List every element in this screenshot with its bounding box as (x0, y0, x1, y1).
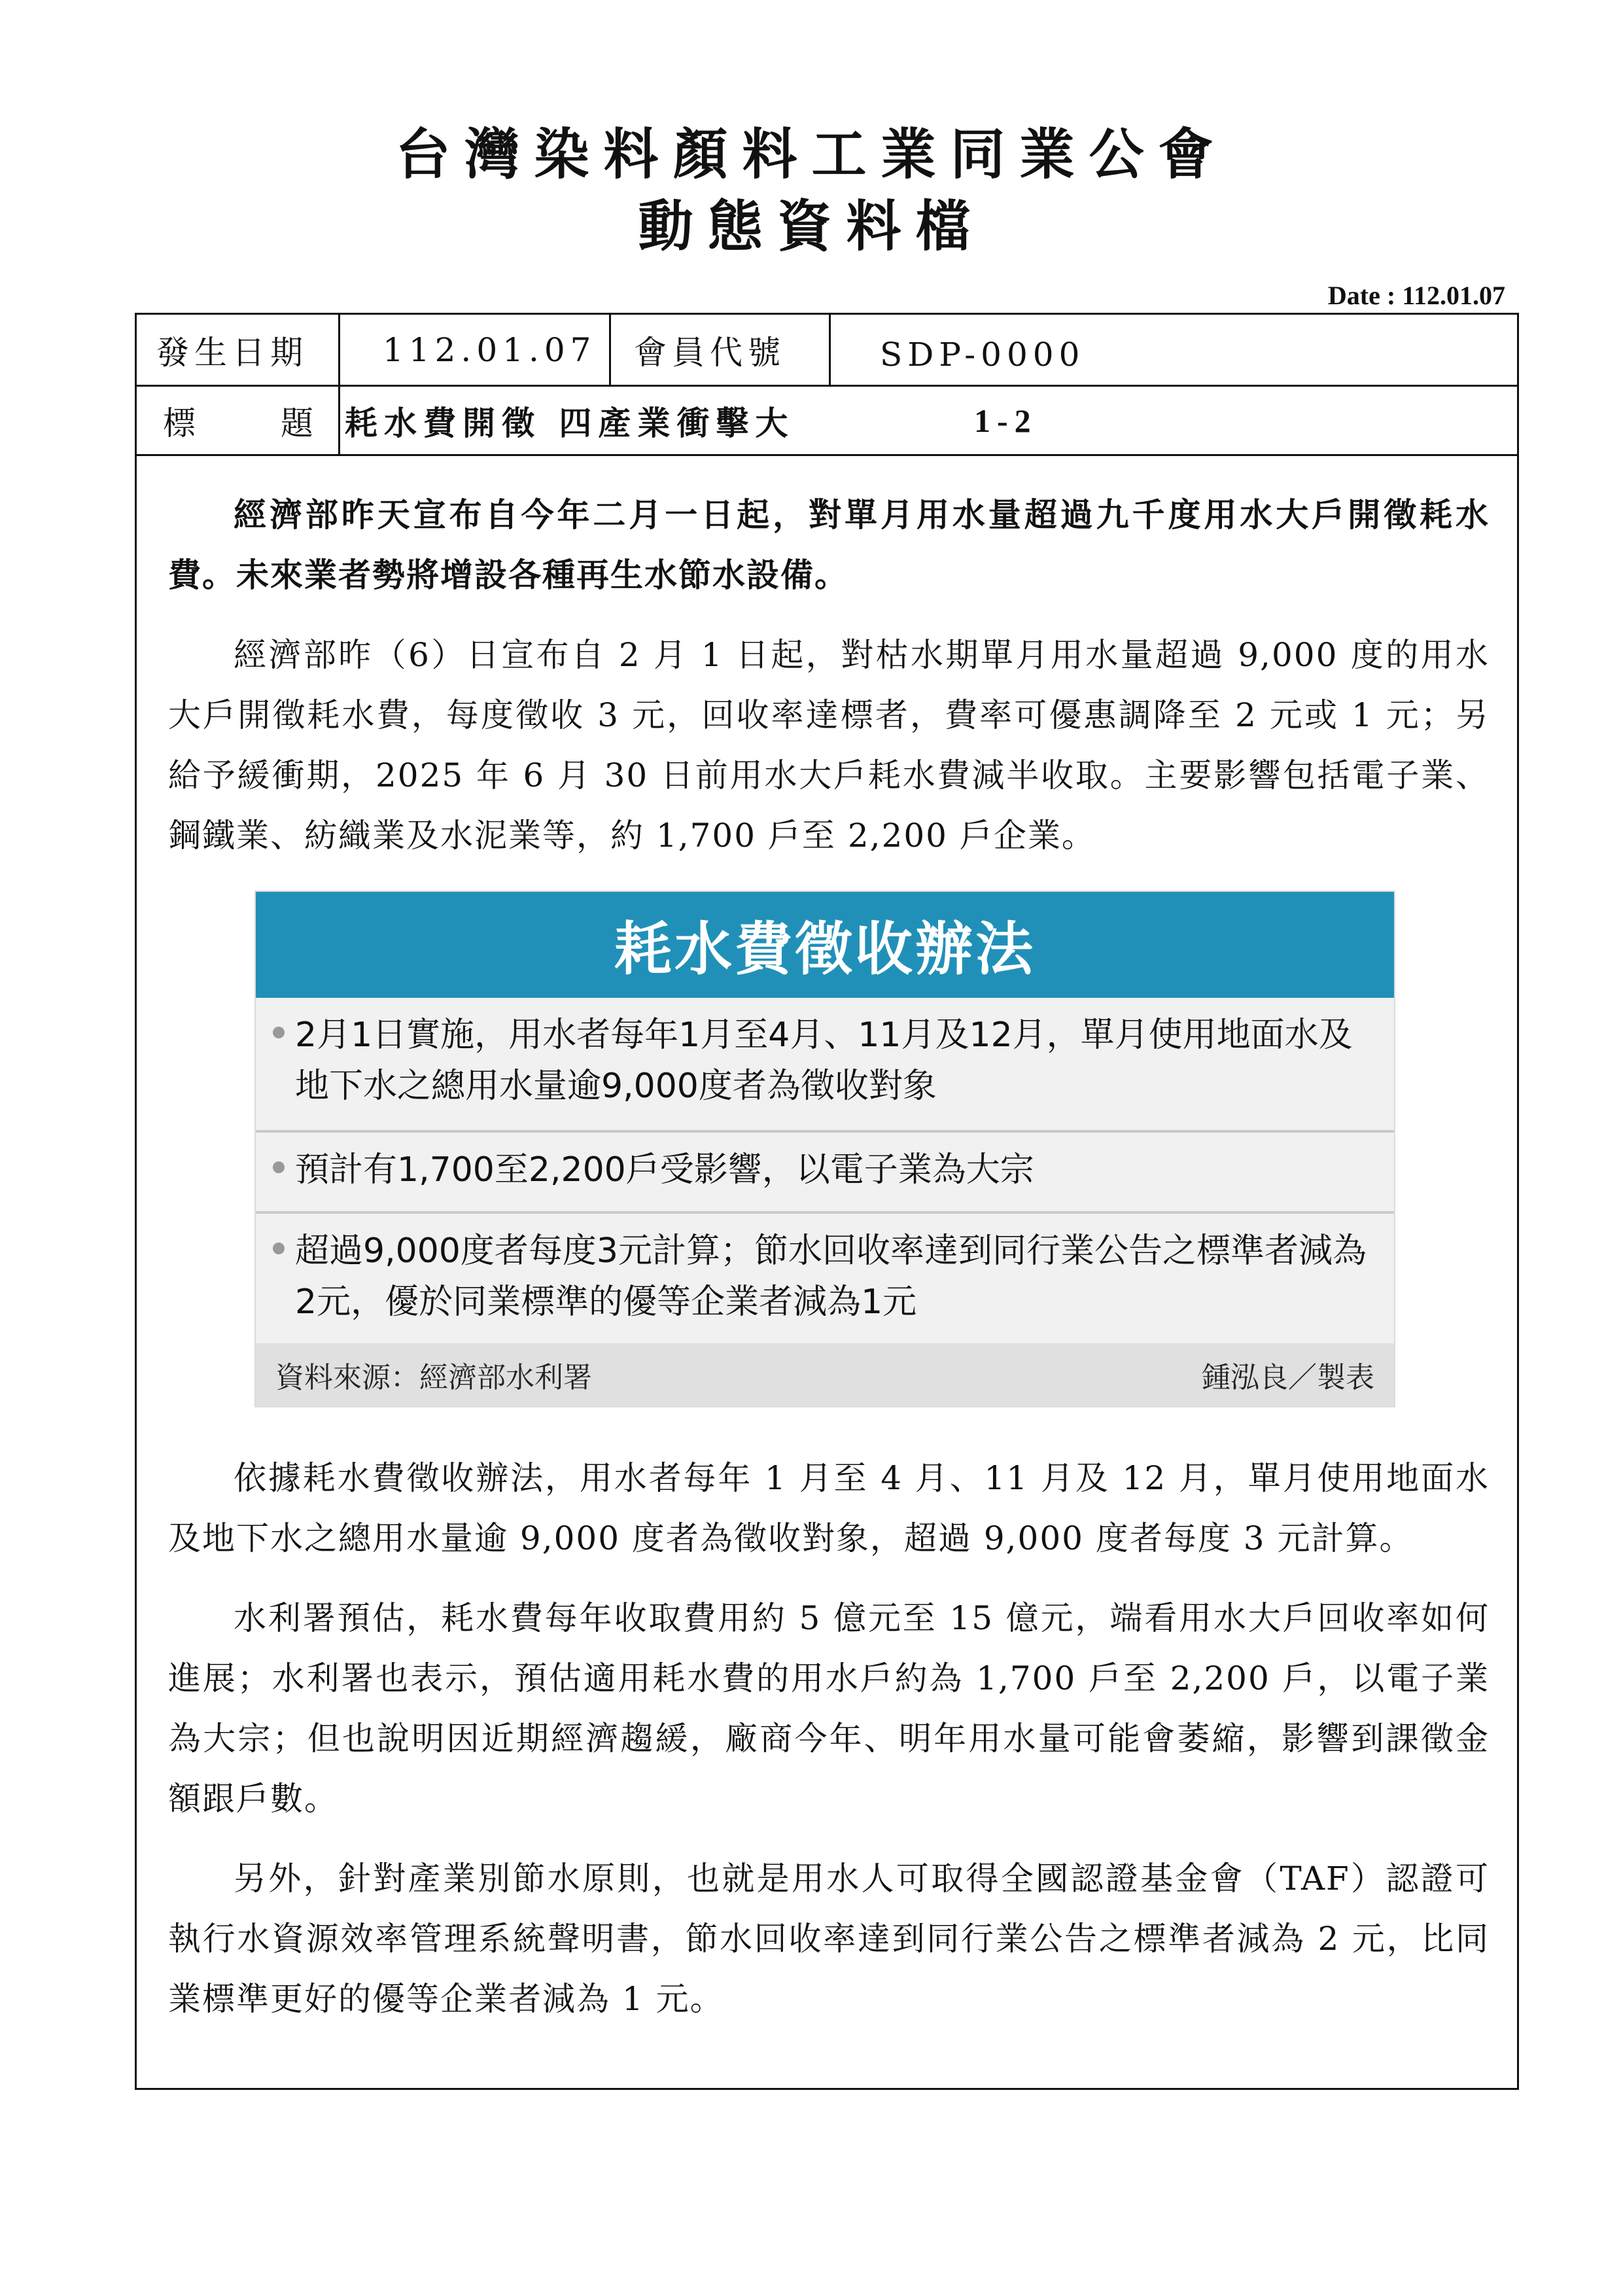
infographic-source: 資料來源：經濟部水利署 (275, 1361, 592, 1394)
infographic-item (256, 1214, 1394, 1345)
subject-label: 標 題 (163, 404, 320, 442)
infographic-item (256, 1133, 1394, 1214)
infographic-item-text: 超過9,000度者每度3元計算；節水回收率達到同行業公告之標準者減為2元，優於同業標準的優等企業者減為1元 (295, 1231, 1367, 1322)
divider (338, 387, 340, 454)
article-lead: 經濟部昨天宣布自今年二月一日起，對單月用水量超過九千度用水大戶開徵耗水費。未來業者勢將增設各種再生水節水設備。 (168, 495, 1490, 594)
member-label: 會員代號 (634, 333, 786, 372)
org-title: 台灣染料顏料工業同業公會 (395, 122, 1228, 186)
divider (609, 315, 611, 385)
article-paragraph: 另外，針對產業別節水原則，也就是用水人可取得全國認證基金會（TAF）認證可執行水資源效率管理系統聲明書，節水回收率達到同行業公告之標準者減為 2 元，比同業標準更好的優等企業者減為 1 元。 (168, 1860, 1490, 2018)
infographic-item (256, 998, 1394, 1133)
date-label: 發生日期 (156, 333, 308, 372)
bullet-icon (273, 1027, 285, 1038)
document-frame (135, 313, 1519, 2090)
page-ref: 1-2 (974, 402, 1038, 439)
divider (829, 315, 831, 385)
doc-title: 動態資料檔 (638, 194, 985, 258)
infographic-item-text: 預計有1,700至2,200戶受影響，以電子業為大宗 (295, 1150, 1034, 1190)
divider (338, 315, 340, 385)
subject-value: 耗水費開徵 四產業衝擊大 (345, 403, 795, 442)
document-date: Date : 112.01.07 (1327, 281, 1505, 310)
bullet-icon (273, 1161, 285, 1173)
bullet-icon (273, 1243, 285, 1254)
member-value: SDP-0000 (880, 335, 1085, 374)
date-value: 112.01.07 (383, 330, 597, 369)
infographic-title: 耗水費徵收辦法 (256, 892, 1394, 998)
article-paragraph: 水利署預估，耗水費每年收取費用約 5 億元至 15 億元，端看用水大戶回收率如何進展；水利署也表示，預估適用耗水費的用水戶約為 1,700 戶至 2,200 戶，以電子業為大宗；但也說明因近期經濟趨緩，廠商今年、明年用水量可能會萎縮，影響到課徵金額跟戶數。 (168, 1599, 1490, 1818)
article-paragraph: 經濟部昨（6）日宣布自 2 月 1 日起，對枯水期單月用水量超過 9,000 度的用水大戶開徵耗水費，每度徵收 3 元，回收率達標者，費率可優惠調降至 2 元或 1 元；另給予緩衝期，2025 年 6 月 30 日前用水大戶耗水費減半收取。主要影響包括電子業、鋼鐵業、紡織業及水泥業等，約 1,700 戶至 2,200 戶企業。 (168, 636, 1490, 855)
article-paragraph: 依據耗水費徵收辦法，用水者每年 1 月至 4 月、11 月及 12 月，單月使用地面水及地下水之總用水量逾 9,000 度者為徵收對象，超過 9,000 度者每度 3 元計算。 (168, 1459, 1490, 1557)
infographic-footer (256, 1343, 1394, 1406)
info-row-subject (137, 387, 1517, 456)
infographic-credit: 鍾泓良／製表 (1202, 1361, 1374, 1394)
info-row-date-member (137, 315, 1517, 387)
article-body (168, 485, 1490, 2029)
water-fee-infographic (254, 891, 1395, 1407)
infographic-item-text: 2月1日實施，用水者每年1月至4月、11月及12月，單月使用地面水及地下水之總用水量逾9,000度者為徵收對象 (295, 1016, 1353, 1106)
